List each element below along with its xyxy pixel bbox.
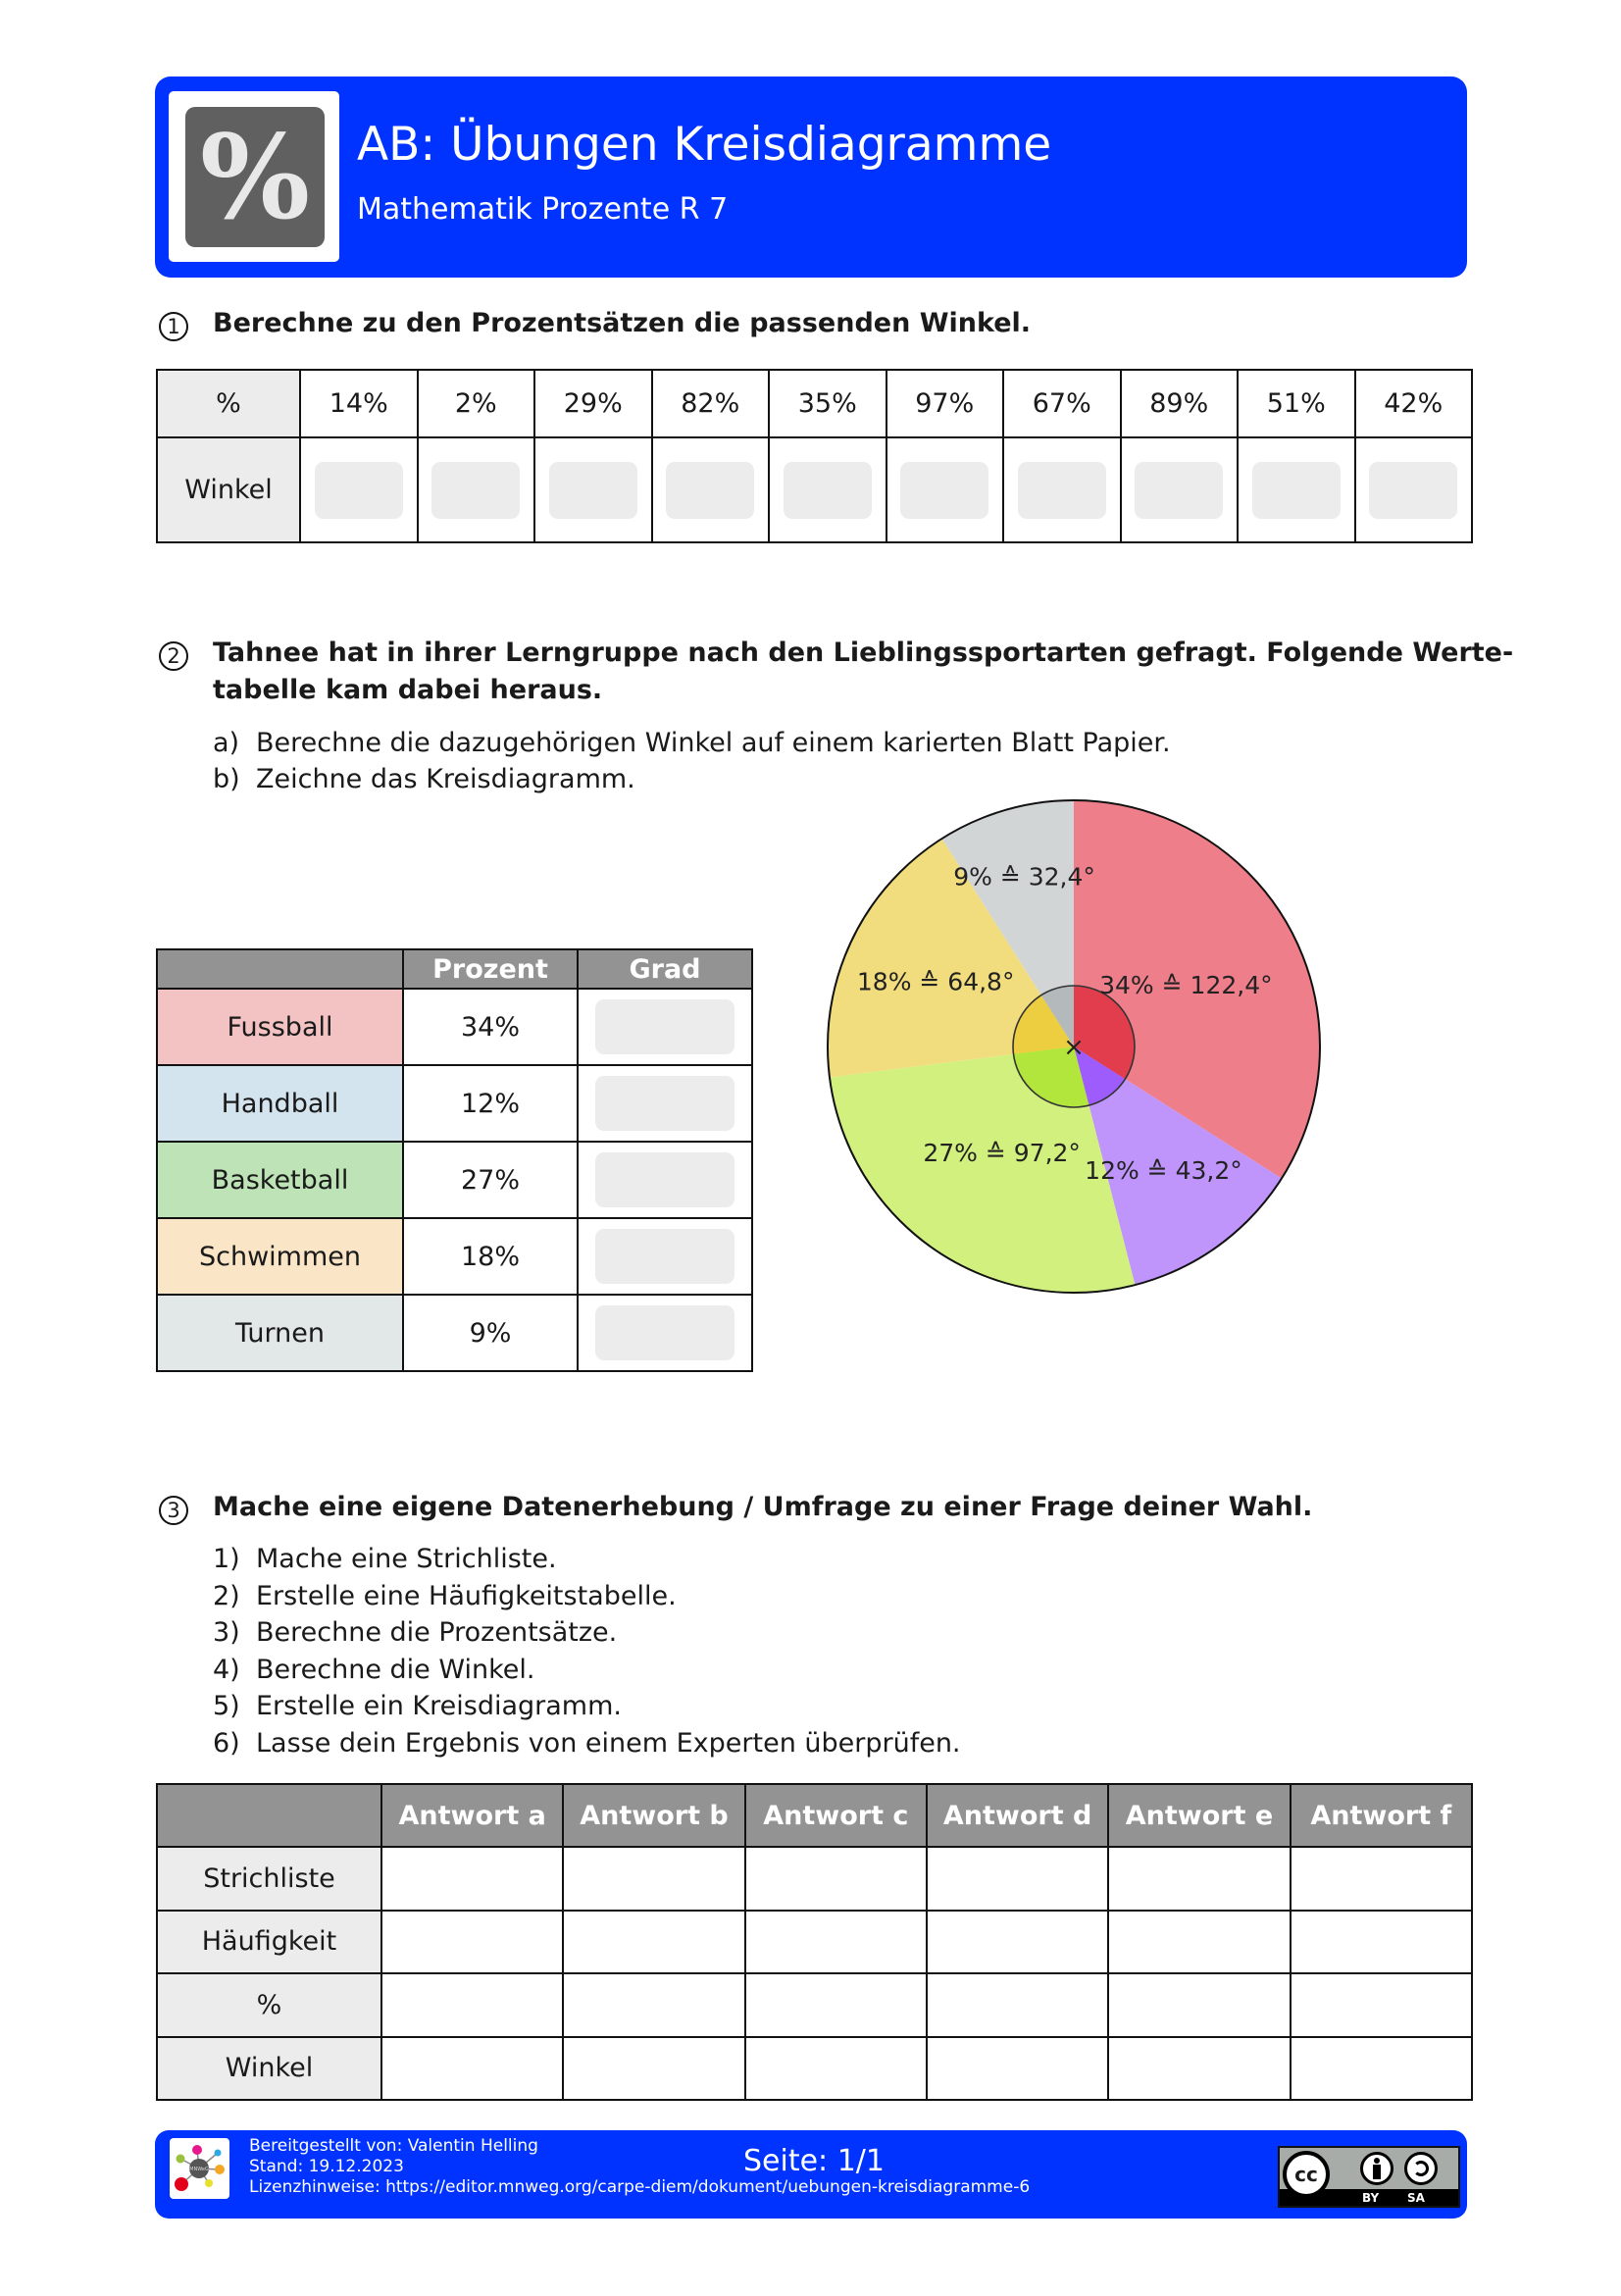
provided-by: Bereitgestellt von: Valentin Helling (249, 2136, 538, 2156)
item-label: 1) (213, 1544, 240, 1574)
task-3-item (213, 1655, 534, 1685)
page-title: AB: Übungen Kreisdiagramme (357, 118, 1052, 172)
sport-percent: 27% (403, 1142, 578, 1218)
survey-row-label: Häufigkeit (157, 1911, 381, 1974)
date-stamp: Stand: 19.12.2023 (249, 2157, 404, 2176)
sport-percent: 18% (403, 1218, 578, 1295)
header-prozent: Prozent (403, 949, 578, 989)
item-label: a) (213, 728, 240, 758)
percent-cell: 14% (300, 370, 418, 437)
percent-cell: 97% (886, 370, 1004, 437)
logo-frame (169, 91, 339, 262)
task-3-item (213, 1728, 961, 1759)
item-label: 5) (213, 1691, 240, 1722)
survey-answer-cell[interactable] (381, 1911, 563, 1974)
task-3-item (213, 1617, 617, 1648)
answer-box[interactable] (1018, 462, 1106, 519)
survey-answer-cell[interactable] (563, 1973, 744, 2037)
task-3-number: 3 (159, 1496, 188, 1525)
angle-answer-cell[interactable] (1121, 437, 1239, 542)
survey-answer-cell[interactable] (563, 2037, 744, 2101)
answer-box[interactable] (900, 462, 988, 519)
survey-answer-cell[interactable] (927, 2037, 1108, 2101)
task-2-item-b (213, 764, 635, 794)
survey-answer-cell[interactable] (1291, 2037, 1472, 2101)
item-text: Zeichne das Kreisdiagramm. (256, 764, 635, 794)
task-3-item (213, 1544, 557, 1574)
percent-angle-table (156, 369, 1473, 543)
sports-row (157, 1065, 752, 1142)
row-label-percent: % (157, 370, 300, 437)
item-text: Erstelle eine Häufigkeitstabelle. (256, 1580, 677, 1611)
survey-answer-cell[interactable] (1108, 2037, 1290, 2101)
percent-logo-icon (185, 107, 325, 247)
sports-row (157, 989, 752, 1065)
answer-box[interactable] (595, 999, 735, 1054)
sport-percent: 9% (403, 1295, 578, 1371)
footer-banner (155, 2130, 1467, 2219)
degree-answer-cell[interactable] (578, 1295, 752, 1371)
angle-answer-cell[interactable] (769, 437, 886, 542)
answer-box[interactable] (666, 462, 754, 519)
task-2-item-a (213, 728, 1171, 758)
pie-label: 27% ≙ 97,2° (923, 1138, 1081, 1167)
percent-cell: 42% (1355, 370, 1473, 437)
survey-answer-cell[interactable] (1291, 1847, 1472, 1911)
angle-answer-cell[interactable] (886, 437, 1004, 542)
percent-row (157, 370, 1472, 437)
survey-answer-cell[interactable] (745, 1973, 927, 2037)
task-1-heading: Berechne zu den Prozentsätzen die passenden Winkel. (213, 308, 1032, 338)
by-label: BY (1362, 2191, 1380, 2205)
item-label: 2) (213, 1580, 240, 1611)
answer-box[interactable] (595, 1305, 735, 1360)
header-grad: Grad (578, 949, 752, 989)
survey-answer-cell[interactable] (1108, 1847, 1290, 1911)
degree-answer-cell[interactable] (578, 989, 752, 1065)
sports-table (156, 948, 753, 1372)
answer-box[interactable] (1369, 462, 1457, 519)
sports-row (157, 1218, 752, 1295)
angle-answer-cell[interactable] (300, 437, 418, 542)
sport-percent: 34% (403, 989, 578, 1065)
survey-answer-cell[interactable] (563, 1911, 744, 1974)
survey-row (157, 2037, 1472, 2101)
degree-answer-cell[interactable] (578, 1218, 752, 1295)
item-text: Erstelle ein Kreisdiagramm. (256, 1691, 622, 1722)
task-3-item (213, 1581, 677, 1611)
survey-answer-cell[interactable] (927, 1973, 1108, 2037)
percent-cell: 29% (534, 370, 652, 437)
item-text: Lasse dein Ergebnis von einem Experten überprüfen. (256, 1728, 961, 1759)
logo-symbol: % (199, 108, 311, 245)
sport-name: Fussball (157, 989, 403, 1065)
item-text: Berechne die dazugehörigen Winkel auf einem karierten Blatt Papier. (256, 728, 1171, 758)
sa-sharealike-icon (1404, 2152, 1438, 2185)
survey-table (156, 1783, 1473, 2101)
task-2-heading-line1: Tahnee hat in ihrer Lerngruppe nach den Lieblingssportarten gefragt. Folgende Werte- (213, 638, 1514, 668)
item-text: Berechne die Winkel. (256, 1654, 535, 1685)
answer-box[interactable] (1252, 462, 1341, 519)
survey-answer-cell[interactable] (745, 1911, 927, 1974)
header-empty (157, 949, 403, 989)
survey-answer-cell[interactable] (745, 1847, 927, 1911)
page-number: Seite: 1/1 (743, 2144, 885, 2178)
survey-answer-cell[interactable] (381, 1973, 563, 2037)
answer-box[interactable] (784, 462, 872, 519)
survey-row (157, 1847, 1472, 1911)
task-3-item (213, 1691, 622, 1721)
pie-label: 34% ≙ 122,4° (1099, 971, 1273, 1000)
answer-box[interactable] (1135, 462, 1223, 519)
percent-cell: 67% (1003, 370, 1121, 437)
item-text: Berechne die Prozentsätze. (256, 1617, 618, 1649)
survey-answer-cell[interactable] (1108, 1911, 1290, 1974)
pie-chart (814, 787, 1334, 1306)
angle-answer-cell[interactable] (1003, 437, 1121, 542)
answer-box[interactable] (595, 1076, 735, 1131)
header-answer: Antwort e (1108, 1784, 1290, 1847)
angle-row (157, 437, 1472, 542)
percent-cell: 2% (418, 370, 535, 437)
answer-box[interactable] (431, 462, 520, 519)
sports-row (157, 1142, 752, 1218)
survey-row (157, 1911, 1472, 1974)
survey-row-label: Winkel (157, 2037, 381, 2101)
survey-answer-cell[interactable] (1291, 1973, 1472, 2037)
item-label: 3) (213, 1617, 240, 1649)
percent-cell: 89% (1121, 370, 1239, 437)
survey-row-label: Strichliste (157, 1847, 381, 1911)
angle-answer-cell[interactable] (418, 437, 535, 542)
header-banner (155, 77, 1467, 278)
header-answer: Antwort c (745, 1784, 927, 1847)
percent-cell: 51% (1238, 370, 1355, 437)
sport-name: Basketball (157, 1142, 403, 1218)
header-answer: Antwort f (1291, 1784, 1472, 1847)
percent-cell: 35% (769, 370, 886, 437)
header-answer: Antwort d (927, 1784, 1108, 1847)
header-empty (157, 1784, 381, 1847)
logo-text: MNWeG (189, 2167, 209, 2172)
task-2-heading-line2: tabelle kam dabei heraus. (213, 675, 603, 705)
sports-table-header (157, 949, 752, 989)
survey-answer-cell[interactable] (381, 1847, 563, 1911)
header-answer: Antwort a (381, 1784, 563, 1847)
survey-answer-cell[interactable] (1291, 1911, 1472, 1974)
survey-answer-cell[interactable] (927, 1847, 1108, 1911)
survey-answer-cell[interactable] (381, 2037, 563, 2101)
page-subtitle: Mathematik Prozente R 7 (357, 192, 729, 227)
answer-box[interactable] (595, 1229, 735, 1284)
item-text: Mache eine Strichliste. (256, 1544, 557, 1574)
survey-answer-cell[interactable] (563, 1847, 744, 1911)
by-attribution-icon (1360, 2152, 1393, 2185)
item-label: b) (213, 764, 240, 794)
sports-row (157, 1295, 752, 1371)
survey-header-row (157, 1784, 1472, 1847)
pie-label: 18% ≙ 64,8° (856, 967, 1015, 996)
pie-label: 9% ≙ 32,4° (953, 862, 1095, 892)
header-answer: Antwort b (563, 1784, 744, 1847)
survey-row-label: % (157, 1973, 381, 2037)
angle-answer-cell[interactable] (534, 437, 652, 542)
item-label: 6) (213, 1728, 240, 1759)
license-link[interactable]: Lizenzhinweise: https://editor.mnweg.org/carpe-diem/dokument/uebungen-kreisdiagramme-6 (249, 2177, 1031, 2197)
survey-answer-cell[interactable] (1108, 1973, 1290, 2037)
center-marker: × (1063, 1033, 1085, 1062)
angle-answer-cell[interactable] (1238, 437, 1355, 542)
mnweg-logo-icon (170, 2138, 229, 2199)
sport-name: Schwimmen (157, 1218, 403, 1295)
survey-answer-cell[interactable] (745, 2037, 927, 2101)
task-3-heading: Mache eine eigene Datenerhebung / Umfrage zu einer Frage deiner Wahl. (213, 1492, 1313, 1522)
task-1-number: 1 (159, 312, 188, 341)
answer-box[interactable] (549, 462, 637, 519)
survey-row (157, 1973, 1472, 2037)
angle-answer-cell[interactable] (1355, 437, 1473, 542)
sport-name: Handball (157, 1065, 403, 1142)
cc-icon: cc (1283, 2151, 1330, 2198)
sa-label: SA (1407, 2191, 1425, 2205)
footer-info (249, 2136, 1030, 2198)
degree-answer-cell[interactable] (578, 1142, 752, 1218)
task-2-number: 2 (159, 641, 188, 671)
pie-label: 12% ≙ 43,2° (1085, 1155, 1242, 1185)
degree-answer-cell[interactable] (578, 1065, 752, 1142)
item-label: 4) (213, 1654, 240, 1685)
cc-by-sa-license-icon[interactable] (1278, 2146, 1460, 2208)
survey-answer-cell[interactable] (927, 1911, 1108, 1974)
answer-box[interactable] (315, 462, 403, 519)
answer-box[interactable] (595, 1152, 735, 1207)
percent-cell: 82% (652, 370, 770, 437)
row-label-winkel: Winkel (157, 437, 300, 542)
angle-answer-cell[interactable] (652, 437, 770, 542)
sport-name: Turnen (157, 1295, 403, 1371)
sport-percent: 12% (403, 1065, 578, 1142)
